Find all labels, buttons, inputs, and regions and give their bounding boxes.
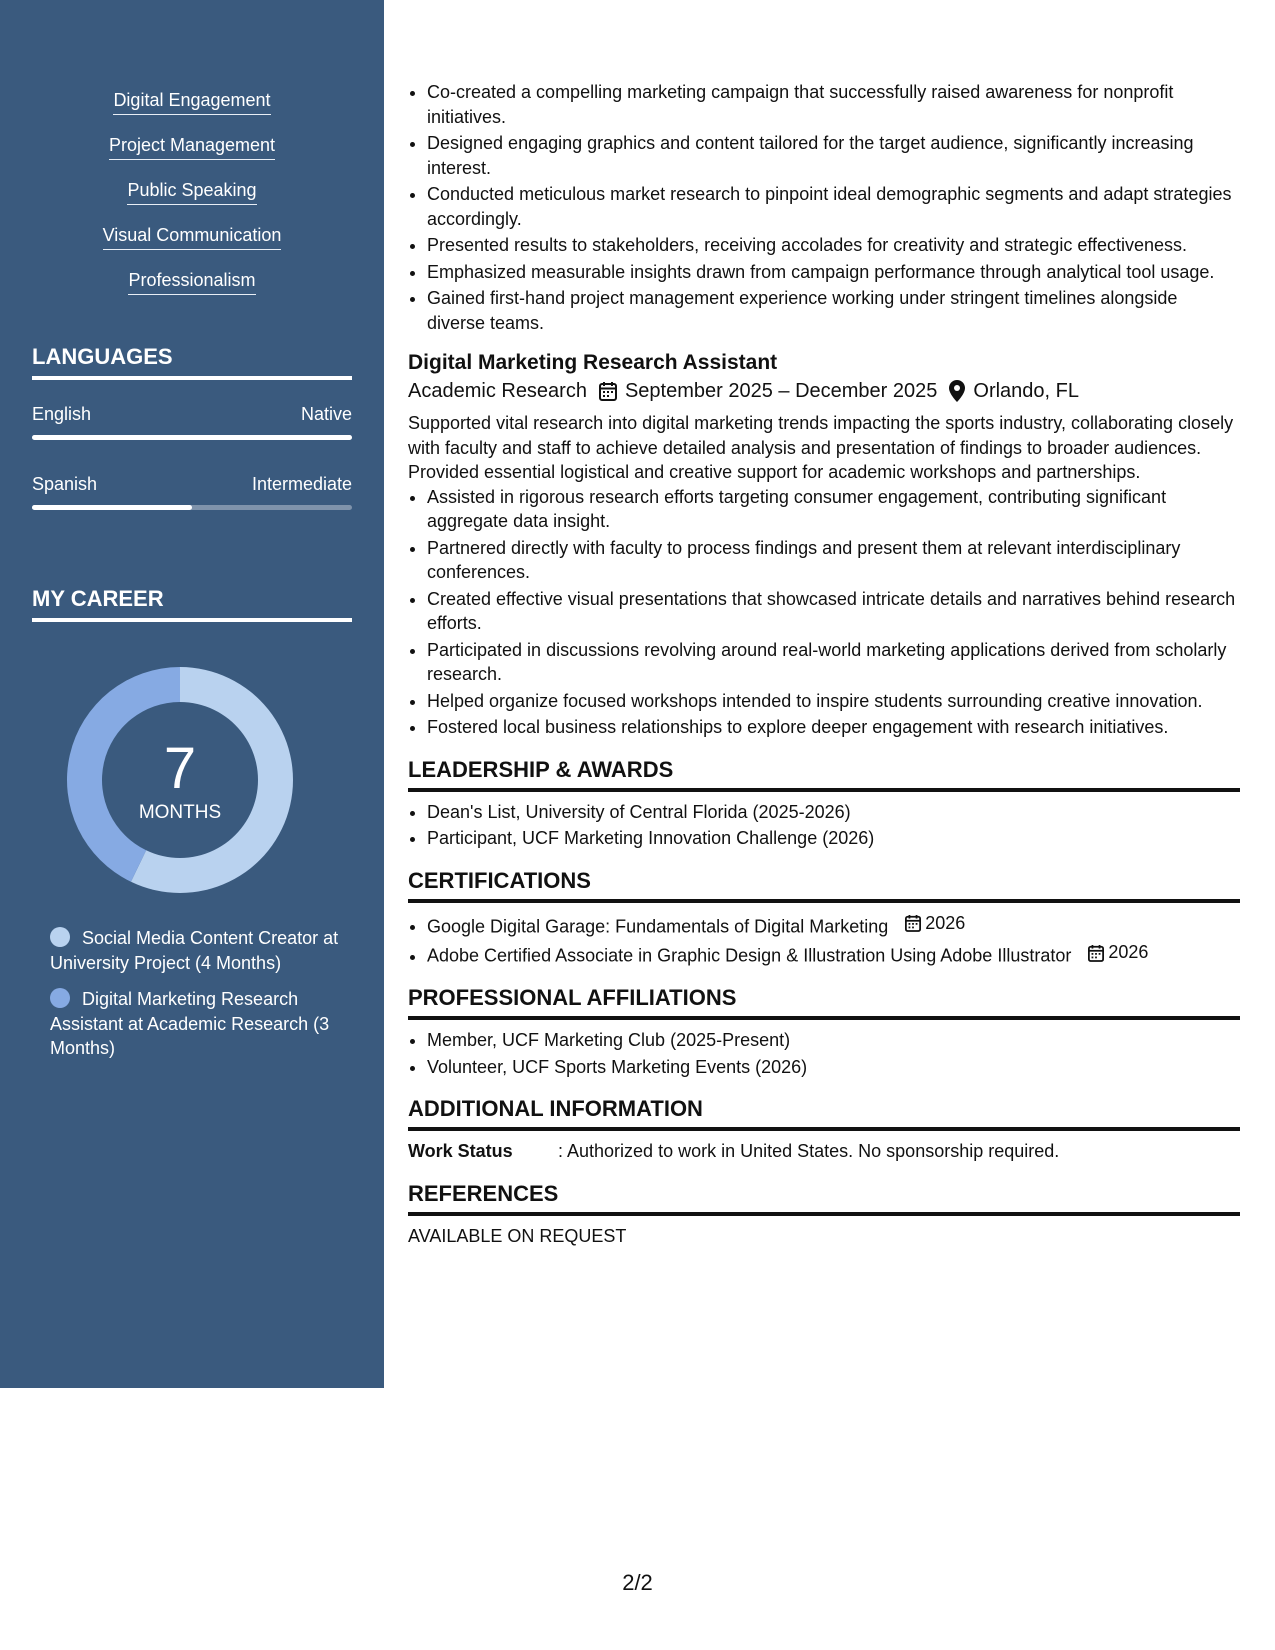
career-total-number: 7 xyxy=(163,736,197,801)
calendar-icon xyxy=(1088,944,1104,962)
calendar-icon xyxy=(599,381,617,401)
skill-link[interactable]: Public Speaking xyxy=(127,178,256,205)
leadership-heading: LEADERSHIP & AWARDS xyxy=(408,756,1240,792)
language-proficiency-fill xyxy=(32,435,352,440)
career-item-label: Social Media Content Creator at University Project (4 Months) xyxy=(50,928,339,973)
skill-link[interactable]: Visual Communication xyxy=(103,223,282,250)
job-location: Orlando, FL xyxy=(973,380,1079,402)
job-dates: September 2025 – December 2025 xyxy=(624,380,938,402)
bullet-item: • Member, UCF Marketing Club (2025-Present) xyxy=(427,1028,1240,1053)
references-heading: REFERENCES xyxy=(408,1180,1240,1216)
bullet-item: • Dean's List, University of Central Florida (2025-2026) xyxy=(427,800,1240,825)
bullet-item: • Assisted in rigorous research efforts targeting consumer engagement, contributing significant aggregate data insight. xyxy=(427,485,1240,534)
bullet-item: • Helped organize focused workshops intended to inspire students surrounding creative innovation. xyxy=(427,689,1240,714)
work-status-label: Work Status xyxy=(408,1141,513,1161)
language-level: Intermediate xyxy=(251,474,352,494)
bullet-item: • Participated in discussions revolving around real-world marketing applications derived from scholarly research. xyxy=(427,638,1240,687)
previous-job-bullets xyxy=(408,80,1240,335)
bullet-item: • Fostered local business relationships to explore deeper engagement with research initiatives. xyxy=(427,715,1240,740)
language-name: Spanish xyxy=(32,474,98,494)
sidebar xyxy=(0,0,384,1388)
language-level: Native xyxy=(300,404,352,424)
additional-info-heading: ADDITIONAL INFORMATION xyxy=(408,1095,1240,1131)
career-item-label: Digital Marketing Research Assistant at Academic Research (3 Months) xyxy=(50,989,330,1058)
certification-year: 2026 xyxy=(1108,942,1149,963)
bullet-item: • Volunteer, UCF Sports Marketing Events (2026) xyxy=(427,1055,1240,1080)
language-row xyxy=(32,474,352,495)
location-pin-icon xyxy=(949,380,965,402)
bullet-item: • Participant, UCF Marketing Innovation Challenge (2026) xyxy=(427,826,1240,851)
language-proficiency-fill xyxy=(32,505,192,510)
language-name: English xyxy=(32,404,92,424)
skills-list xyxy=(0,88,384,313)
affiliations-heading: PROFESSIONAL AFFILIATIONS xyxy=(408,984,1240,1020)
bullet-item: • Presented results to stakeholders, receiving accolades for creativity and strategic effectiveness. xyxy=(427,233,1240,258)
career-donut-chart xyxy=(66,666,294,894)
job-org: Academic Research xyxy=(408,380,587,402)
job-summary: Supported vital research into digital marketing trends impacting the sports industry, collaborating closely with faculty and staff to achieve detailed analysis and presentation of findings to broader audiences. Provided essential logistical and creative support for academic workshops and partnerships. xyxy=(408,413,1234,482)
bullet-item: • Conducted meticulous market research to pinpoint ideal demographic segments and adapt strategies accordingly. xyxy=(427,182,1240,231)
certification-name: Google Digital Garage: Fundamentals of Digital Marketing xyxy=(427,915,889,936)
language-row xyxy=(32,404,352,425)
bullet-item: • Gained first-hand project management experience working under stringent timelines alongside diverse teams. xyxy=(427,286,1240,335)
career-legend-item xyxy=(50,987,340,1061)
career-heading: MY CAREER xyxy=(32,586,352,622)
career-total-unit: MONTHS xyxy=(138,802,222,823)
bullet-item: • Designed engaging graphics and content tailored for the target audience, significantly increasing interest. xyxy=(427,131,1240,180)
skill-link[interactable]: Project Management xyxy=(109,133,275,160)
language-proficiency-bar xyxy=(32,435,352,440)
certification-item xyxy=(427,940,1240,968)
bullet-item: • Created effective visual presentations that showcased intricate details and narratives behind research efforts. xyxy=(427,587,1240,636)
career-legend-item xyxy=(50,926,340,975)
legend-dot-icon xyxy=(50,988,70,1008)
certification-item xyxy=(427,911,1240,939)
job-meta xyxy=(408,377,1240,405)
job-title: Digital Marketing Research Assistant xyxy=(408,351,778,374)
calendar-icon xyxy=(905,914,921,932)
leadership-list xyxy=(408,800,1240,851)
job-bullets xyxy=(408,485,1240,740)
certification-year: 2026 xyxy=(925,912,966,933)
work-status-value: : Authorized to work in United States. No sponsorship required. xyxy=(558,1141,1060,1161)
language-proficiency-bar xyxy=(32,505,352,510)
bullet-item: • Emphasized measurable insights drawn from campaign performance through analytical tool usage. xyxy=(427,260,1240,285)
certifications-heading: CERTIFICATIONS xyxy=(408,867,1240,903)
references-text: AVAILABLE ON REQUEST xyxy=(408,1225,627,1246)
bullet-item: • Partnered directly with faculty to process findings and present them at relevant interdisciplinary conferences. xyxy=(427,536,1240,585)
main-content xyxy=(408,80,1240,1248)
bullet-item: • Co-created a compelling marketing campaign that successfully raised awareness for nonprofit initiatives. xyxy=(427,80,1240,129)
skill-link[interactable]: Professionalism xyxy=(128,268,255,295)
certifications-list xyxy=(408,911,1240,969)
languages-heading: LANGUAGES xyxy=(32,344,352,380)
affiliations-list xyxy=(408,1028,1240,1079)
skill-link[interactable]: Digital Engagement xyxy=(113,88,270,115)
legend-dot-icon xyxy=(50,927,70,947)
career-legend xyxy=(50,926,340,1073)
certification-name: Adobe Certified Associate in Graphic Design & Illustration Using Adobe Illustrator xyxy=(427,945,1072,966)
page-number: 2/2 xyxy=(622,1570,653,1595)
work-status-row xyxy=(408,1139,1240,1164)
